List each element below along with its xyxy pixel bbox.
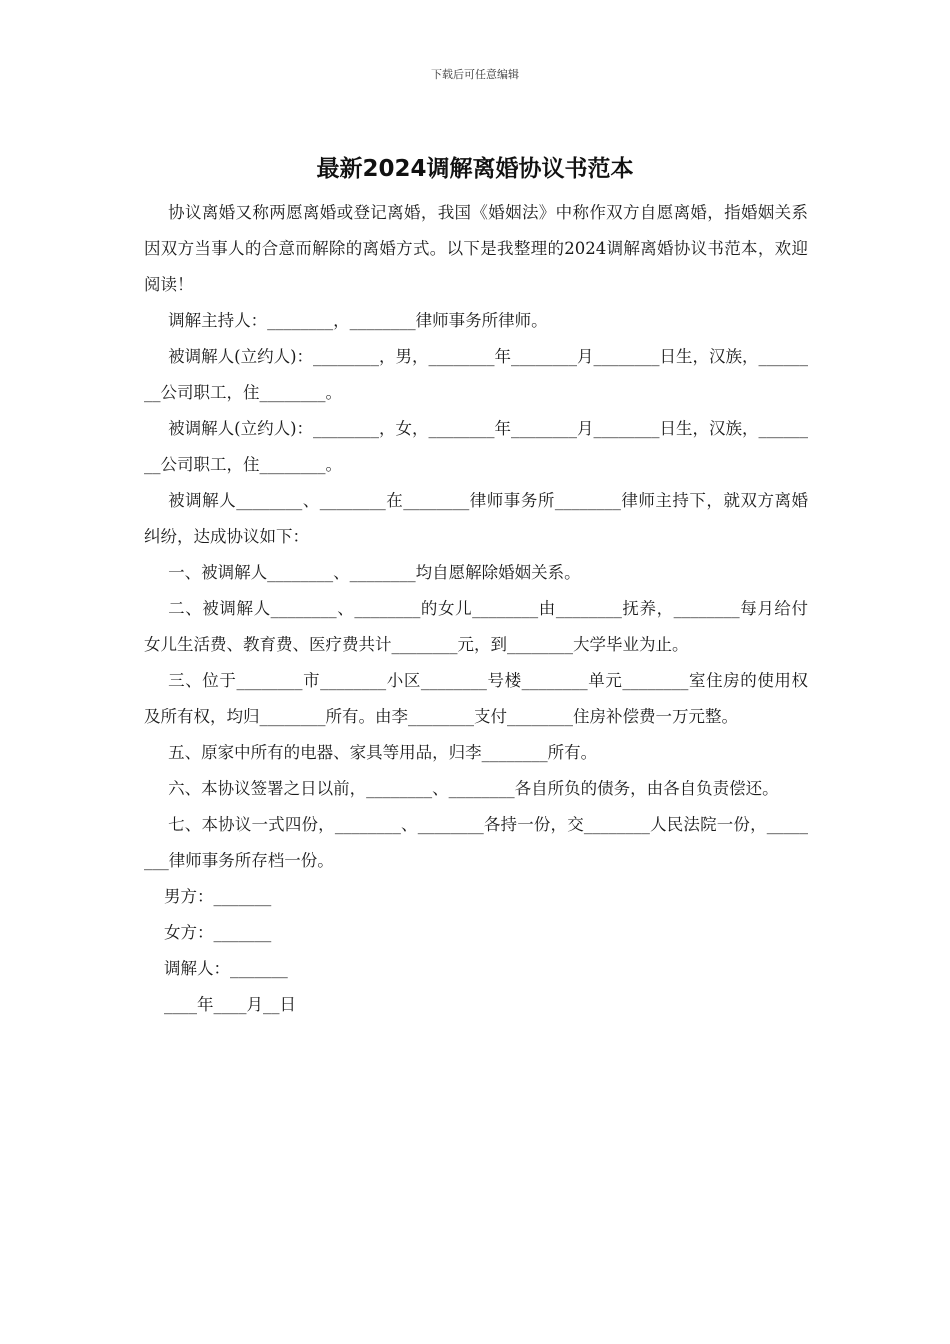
header-note: 下载后可任意编辑 (431, 68, 519, 81)
party-female-paragraph: 被调解人(立约人)：________，女，________年________月________日生，汉族，________公司职工，住________。 (144, 419, 809, 474)
agreement-preamble: 被调解人________、________在________律师事务所________律师主持下，就双方离婚纠纷，达成协议如下： (144, 491, 808, 546)
signature-female: 女方：_______ (164, 923, 272, 942)
clause-7: 七、本协议一式四份，________、________各持一份，交________人民法院一份，________律师事务所存档一份。 (144, 815, 808, 870)
clause-6: 六、本协议签署之日以前，________、________各自所负的债务，由各自负责偿还。 (168, 779, 779, 798)
clause-2: 二、被调解人________、________的女儿________由________抚养，________每月给付女儿生活费、教育费、医疗费共计________元，到________大学毕业为止。 (144, 599, 808, 654)
clause-5: 五、原家中所有的电器、家具等用品，归李________所有。 (168, 743, 598, 762)
document-body (144, 195, 808, 1023)
signature-male: 男方：_______ (164, 887, 272, 906)
clause-1: 一、被调解人________、________均自愿解除婚姻关系。 (168, 563, 581, 582)
party-male-paragraph: 被调解人(立约人)：________，男，________年________月________日生，汉族，________公司职工，住________。 (144, 347, 809, 402)
signature-mediator: 调解人：_______ (164, 959, 288, 978)
mediator-host-line: 调解主持人：________，________律师事务所律师。 (168, 311, 548, 330)
intro-paragraph: 协议离婚又称两愿离婚或登记离婚，我国《婚姻法》中称作双方自愿离婚，指婚姻关系因双方当事人的合意而解除的离婚方式。以下是我整理的2024调解离婚协议书范本，欢迎阅读！ (144, 203, 808, 294)
document-title: 最新2024调解离婚协议书范本 (316, 156, 634, 182)
clause-3: 三、位于________市________小区________号楼________单元________室住房的使用权及所有权，均归________所有。由李________支付________住房补偿费一万元整。 (144, 671, 808, 726)
signature-date: ____年____月__日 (164, 995, 296, 1014)
